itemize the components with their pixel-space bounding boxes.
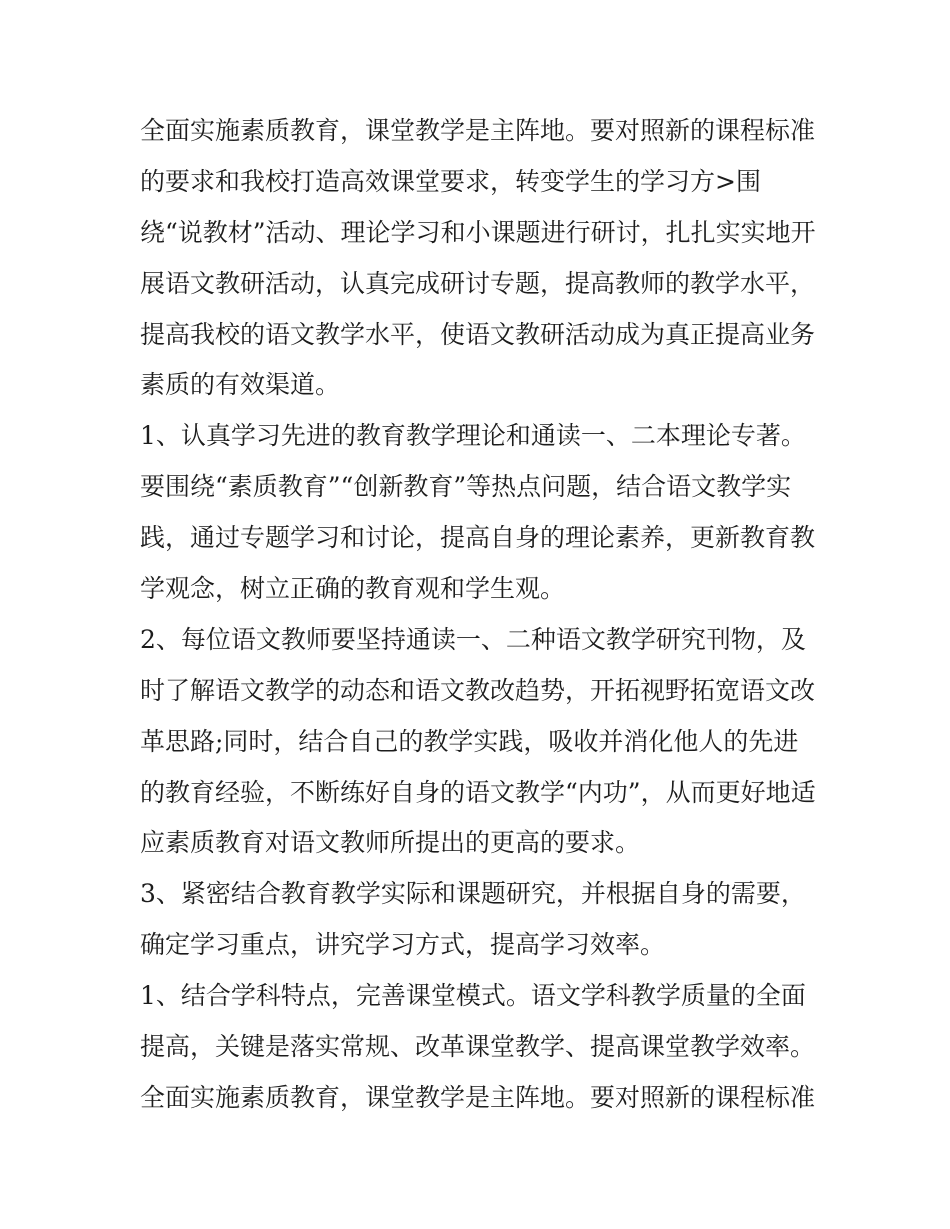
text-line: 1、结合学科特点，完善课堂模式。语文学科教学质量的全面: [140, 981, 806, 1011]
text-line: 应素质教育对语文教师所提出的更高的要求。: [140, 828, 641, 858]
text-line: 要围绕“素质教育”“创新教育”等热点问题，结合语文教学实: [140, 472, 792, 502]
text-line: 的教育经验，不断练好自身的语文教学“内功”，从而更好地适: [140, 777, 816, 807]
text-line: 践，通过专题学习和讨论，提高自身的理论素养，更新教育教: [140, 523, 816, 553]
text-line: 全面实施素质教育，课堂教学是主阵地。要对照新的课程标准: [140, 1082, 816, 1112]
document-body: [140, 106, 820, 1124]
text-line: 全面实施素质教育，课堂教学是主阵地。要对照新的课程标准: [140, 116, 816, 145]
text-line: 确定学习重点，讲究学习方式，提高学习效率。: [140, 930, 666, 960]
text-line: 绕“说教材”活动、理论学习和小课题进行研讨，扎扎实实地开: [140, 217, 816, 247]
text-line: 的要求和我校打造高效课堂要求，转变学生的学习方>围: [140, 166, 761, 196]
text-line: 革思路;同时，结合自己的教学实践，吸收并消化他人的先进: [140, 726, 799, 756]
text-line: 时了解语文教学的动态和语文教改趋势，开拓视野拓宽语文改: [140, 675, 816, 705]
text-line: 提高我校的语文教学水平，使语文教研活动成为真正提高业务: [140, 319, 816, 349]
text-line: 素质的有效渠道。: [140, 370, 341, 400]
text-line: 1、认真学习先进的教育教学理论和通读一、二本理论专著。: [140, 421, 806, 451]
text-line: 提高，关键是落实常规、改革课堂教学、提高课堂教学效率。: [140, 1032, 816, 1062]
text-line: 展语文教研活动，认真完成研讨专题，提高教师的教学水平，: [140, 268, 816, 298]
text-line: 学观念，树立正确的教育观和学生观。: [140, 574, 566, 604]
text-line: 3、紧密结合教育教学实际和课题研究，并根据自身的需要，: [140, 879, 806, 909]
text-line: 2、每位语文教师要坚持通读一、二种语文教学研究刊物，及: [140, 624, 806, 654]
